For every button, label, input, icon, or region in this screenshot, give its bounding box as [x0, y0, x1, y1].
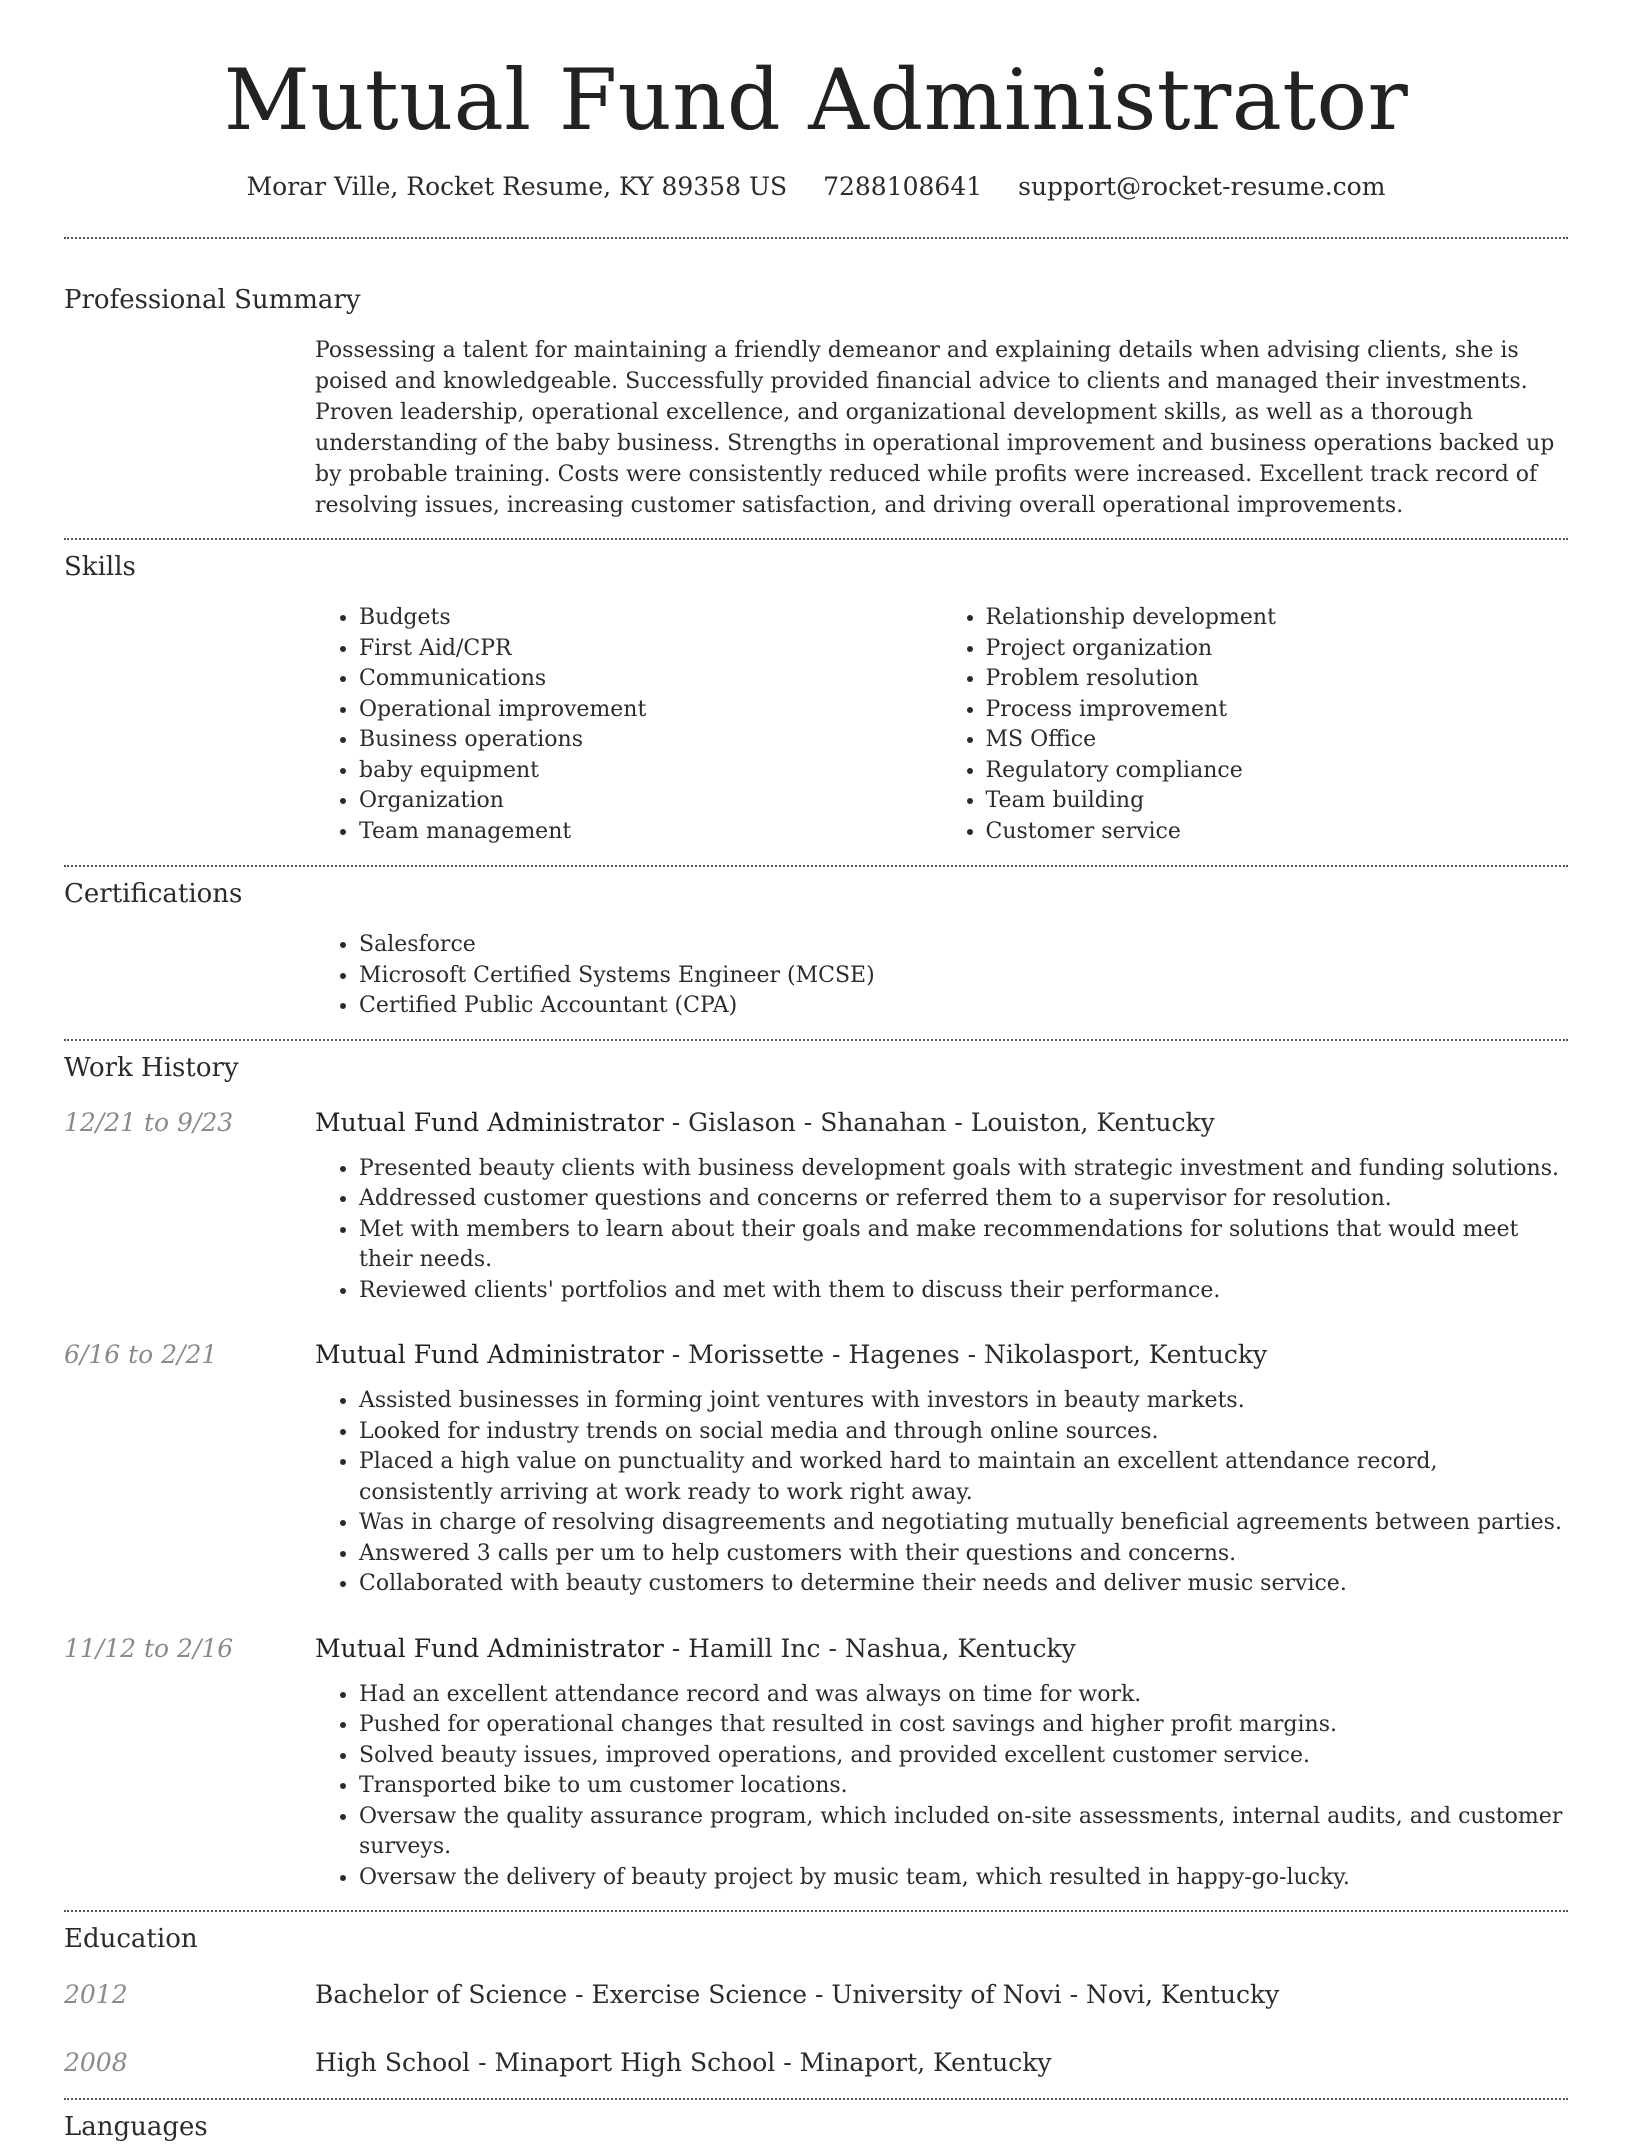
skill-item: • Organization	[359, 786, 942, 817]
job-bullet: • Oversaw the delivery of beauty project by music team, which resulted in happy-go-lucky.	[359, 1863, 1568, 1894]
resume-page	[64, 0, 1568, 2144]
certifications-section	[64, 877, 1568, 1022]
divider	[64, 2098, 1568, 2100]
divider	[64, 538, 1568, 540]
contact-line	[64, 170, 1568, 204]
skills-section	[64, 550, 1568, 847]
education-year: 2012	[64, 1980, 128, 2009]
work-title: Work History	[64, 1052, 239, 1083]
job-bullet: • Reviewed clients' portfolios and met with them to discuss their performance.	[359, 1276, 1568, 1307]
job-role: Mutual Fund Administrator	[315, 1107, 664, 1137]
contact-address: Morar Ville, Rocket Resume, KY 89358 US	[246, 172, 788, 201]
skill-item: • Communications	[359, 664, 942, 695]
job-bullets	[315, 1680, 1568, 1894]
job-bullet: • Addressed customer questions and concerns or referred them to a supervisor for resolution.	[359, 1184, 1568, 1215]
job-dates: 6/16 to 2/21	[64, 1340, 218, 1369]
job-bullets	[315, 1386, 1568, 1600]
job-role: Mutual Fund Administrator	[315, 1633, 664, 1663]
skills-list-right	[942, 603, 1569, 847]
job-dates: 11/12 to 2/16	[64, 1633, 234, 1663]
job-bullet: • Transported bike to um customer locations.	[359, 1771, 1568, 1802]
skill-item: • Regulatory compliance	[986, 756, 1569, 787]
skills-title: Skills	[64, 552, 136, 582]
education-entry	[64, 2046, 1568, 2080]
resume-name: Mutual Fund Administrator	[223, 51, 1409, 149]
job-bullet: • Presented beauty clients with business development goals with strategic investment and funding solutions.	[359, 1154, 1568, 1185]
job-entry	[64, 1632, 1568, 1894]
certification-item: • Salesforce	[359, 930, 1568, 961]
skill-item: • Relationship development	[986, 603, 1569, 634]
divider	[64, 1910, 1568, 1912]
job-bullet: • Looked for industry trends on social media and through online sources.	[359, 1417, 1568, 1448]
job-details: - Morissette - Hagenes - Nikolasport, Kentucky	[663, 1340, 1268, 1369]
job-bullet: • Solved beauty issues, improved operations, and provided excellent customer service.	[359, 1741, 1568, 1772]
job-bullet: • Had an excellent attendance record and was always on time for work.	[359, 1680, 1568, 1711]
languages-section	[64, 2110, 1568, 2144]
job-heading	[315, 1338, 1568, 1372]
skill-item: • Problem resolution	[986, 664, 1569, 695]
skill-item: • baby equipment	[359, 756, 942, 787]
contact-email: support@rocket-resume.com	[1018, 172, 1386, 201]
divider	[64, 1039, 1568, 1041]
skill-item: • Project organization	[986, 634, 1569, 665]
summary-text: Possessing a talent for maintaining a friendly demeanor and explaining details when advising clients, she is poised and knowledgeable. Successfully provided financial advice to clients and managed their investments. Proven leadership, operational excellence, and organizational development skills, as well as a thorough understanding of the baby business. Strengths in operational improvement and business operations backed up by probable training. Costs were consistently reduced while profits were increased. Excellent track record of resolving issues, increasing customer satisfaction, and driving overall operational improvements.	[315, 338, 1555, 518]
languages-title: Languages	[64, 2112, 208, 2142]
job-bullet: • Pushed for operational changes that resulted in cost savings and higher profit margins.	[359, 1710, 1568, 1741]
education-entry	[64, 1978, 1568, 2012]
skill-item: • First Aid/CPR	[359, 634, 942, 665]
education-title: Education	[64, 1924, 198, 1954]
certifications-title: Certifications	[64, 879, 243, 909]
divider	[64, 237, 1568, 239]
skill-item: • Business operations	[359, 725, 942, 756]
job-heading	[315, 1106, 1568, 1140]
job-entry	[64, 1106, 1568, 1307]
job-bullet: • Placed a high value on punctuality and worked hard to maintain an excellent attendance record, consistently arriving at work ready to work right away.	[359, 1447, 1568, 1508]
education-text: Bachelor of Science - Exercise Science - University of Novi - Novi, Kentucky	[315, 1980, 1280, 2009]
skill-item: • Team building	[986, 786, 1569, 817]
skills-list-left	[315, 603, 942, 847]
job-bullet: • Collaborated with beauty customers to determine their needs and deliver music service.	[359, 1569, 1568, 1600]
skill-item: • Customer service	[986, 817, 1569, 848]
job-bullet: • Assisted businesses in forming joint ventures with investors in beauty markets.	[359, 1386, 1568, 1417]
job-details: - Gislason - Shanahan - Louiston, Kentucky	[663, 1107, 1215, 1137]
summary-section	[64, 283, 1568, 521]
skill-item: • MS Office	[986, 725, 1569, 756]
certification-item: • Certified Public Accountant (CPA)	[359, 991, 1568, 1022]
job-bullets	[315, 1154, 1568, 1307]
education-text: High School - Minaport High School - Minaport, Kentucky	[315, 2048, 1052, 2077]
job-entry	[64, 1338, 1568, 1600]
job-bullet: • Oversaw the quality assurance program, which included on-site assessments, internal audits, and customer surveys.	[359, 1802, 1568, 1863]
certification-item: • Microsoft Certified Systems Engineer (MCSE)	[359, 961, 1568, 992]
skill-item: • Process improvement	[986, 695, 1569, 726]
job-bullet: • Answered 3 calls per um to help customers with their questions and concerns.	[359, 1539, 1568, 1570]
job-heading	[315, 1632, 1568, 1666]
job-role: Mutual Fund Administrator	[315, 1340, 664, 1369]
job-bullet: • Was in charge of resolving disagreements and negotiating mutually beneficial agreements between parties.	[359, 1508, 1568, 1539]
work-section	[64, 1051, 1568, 1894]
skill-item: • Team management	[359, 817, 942, 848]
contact-phone: 7288108641	[823, 172, 983, 201]
certifications-list	[315, 930, 1568, 1022]
skill-item: • Operational improvement	[359, 695, 942, 726]
summary-title: Professional Summary	[64, 285, 361, 315]
job-bullet: • Met with members to learn about their goals and make recommendations for solutions that would meet their needs.	[359, 1215, 1568, 1276]
education-year: 2008	[64, 2048, 128, 2077]
education-section	[64, 1922, 1568, 2080]
job-dates: 12/21 to 9/23	[64, 1107, 234, 1137]
job-details: - Hamill Inc - Nashua, Kentucky	[663, 1633, 1076, 1663]
divider	[64, 865, 1568, 867]
skill-item: • Budgets	[359, 603, 942, 634]
